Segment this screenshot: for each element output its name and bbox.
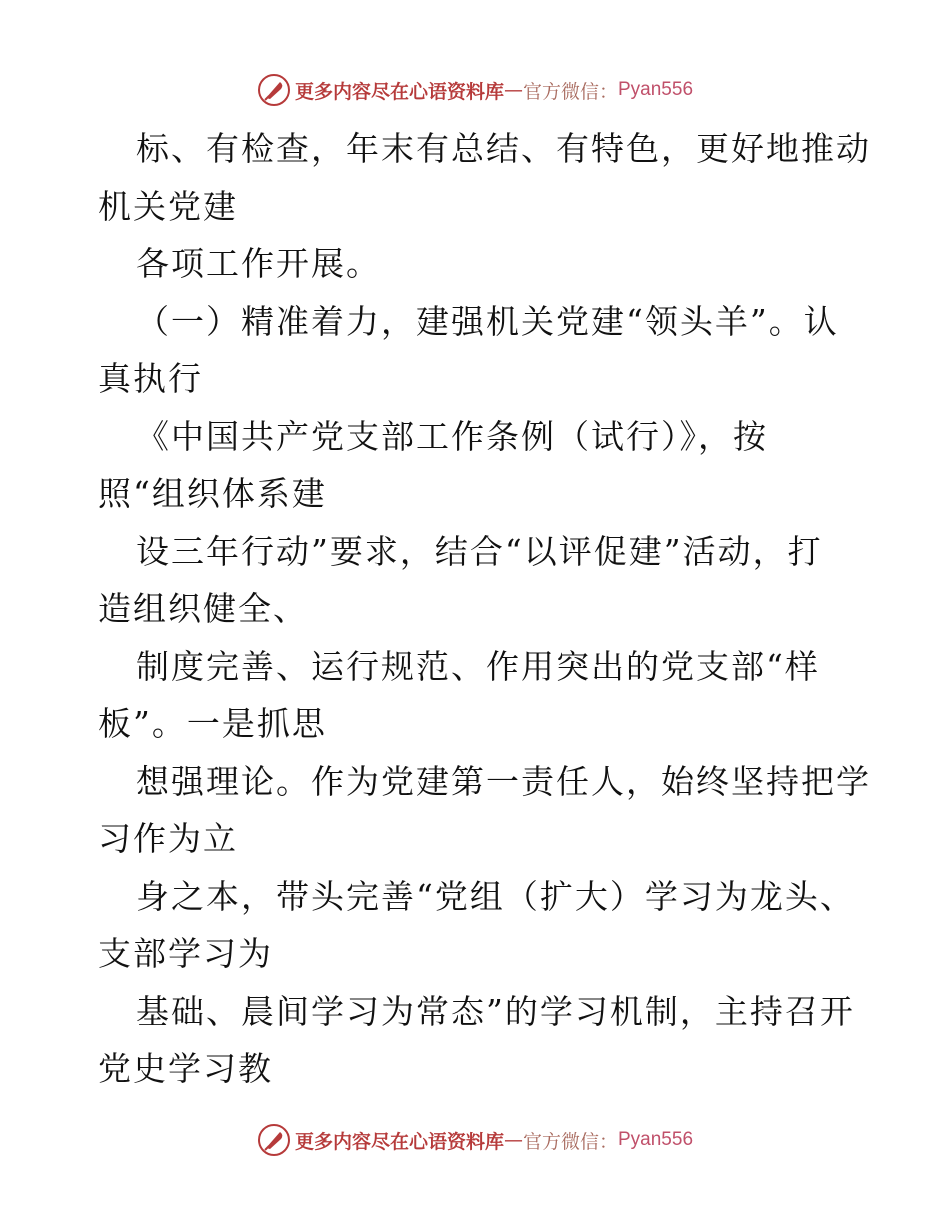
body-line: 各项工作开展。: [136, 244, 381, 283]
banner-main-text: 更多内容尽在心语资料库: [294, 1130, 504, 1153]
body-line: （一）精准着力，建强机关党建“领头羊”。认: [136, 301, 839, 341]
body-line: 板”。一是抓思: [98, 704, 327, 743]
body-line: 党史学习教: [98, 1049, 273, 1088]
body-line: 制度完善、运行规范、作用突出的党支部“样: [136, 646, 820, 686]
banner-dash: —: [503, 1129, 523, 1151]
body-line: 机关党建: [98, 186, 238, 226]
body-line: 造组织健全、: [98, 589, 308, 628]
feather-pen-icon: [257, 1123, 291, 1157]
banner-dash: —: [503, 79, 523, 101]
header-watermark-banner: [0, 70, 950, 110]
banner-wechat-label: 官方微信：: [522, 1130, 618, 1153]
banner-wechat-label: 官方微信：: [522, 80, 618, 103]
body-line: 想强理论。作为党建第一责任人，始终坚持把学: [136, 761, 871, 801]
document-body: [98, 120, 871, 1098]
body-line: 标、有检查，年末有总结、有特色，更好地推动: [136, 129, 871, 168]
body-line: 基础、晨间学习为常态”的学习机制，主持召开: [136, 991, 855, 1031]
body-line: 身之本，带头完善“党组（扩大）学习为龙头、: [136, 876, 855, 916]
banner-wechat-id: Pyan556: [618, 79, 694, 100]
body-line: 习作为立: [98, 819, 238, 858]
banner-wechat-id: Pyan556: [618, 1129, 694, 1150]
banner-main-text: 更多内容尽在心语资料库: [294, 80, 504, 103]
footer-watermark-banner: [0, 1120, 950, 1160]
feather-pen-icon: [257, 73, 291, 107]
body-line: 真执行: [98, 359, 203, 398]
body-line: 照“组织体系建: [98, 474, 327, 513]
body-line: 《中国共产党支部工作条例（试行）》，按: [136, 416, 768, 456]
body-line: 支部学习为: [98, 934, 273, 973]
body-line: 设三年行动”要求，结合“以评促建”活动，打: [136, 531, 823, 571]
